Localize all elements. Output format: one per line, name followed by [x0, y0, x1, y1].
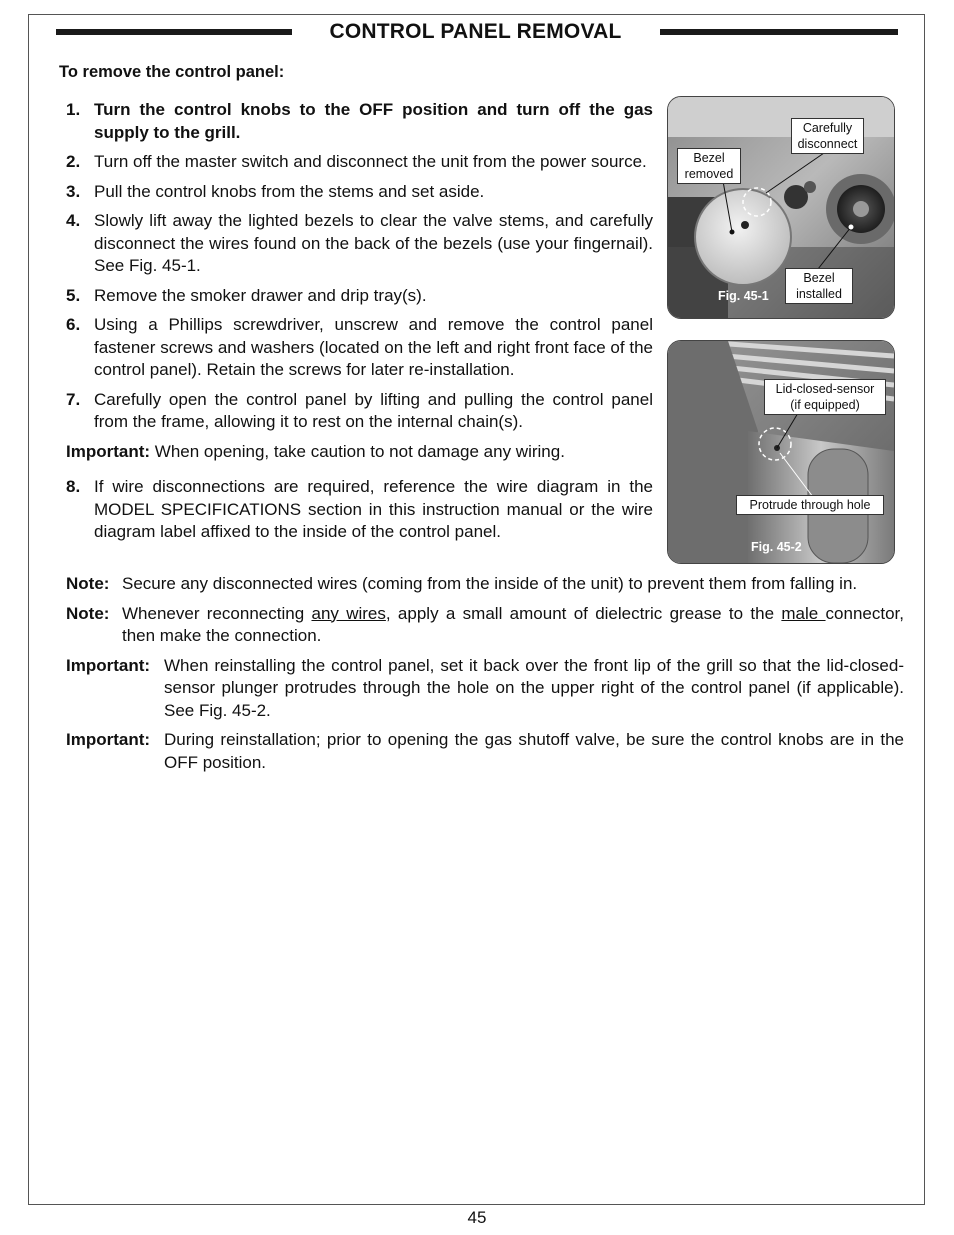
note-1 — [66, 573, 904, 596]
step-number: 2. — [66, 152, 81, 171]
intro-text: To remove the control panel: — [59, 63, 285, 81]
step-5 — [66, 285, 653, 308]
step-text: If wire disconnections are required, reference the wire diagram in the MODEL SPECIFICATIONS section in this instruction manual or the wire diagram label affixed to the inside of the control panel. — [94, 477, 653, 541]
important-1 — [66, 655, 904, 723]
step-text: Turn off the master switch and disconnect the unit from the power source. — [94, 152, 647, 171]
step-text: Turn the control knobs to the OFF position and turn off the gas supply to the grill. — [94, 100, 653, 142]
step-number: 4. — [66, 211, 81, 230]
title-rule-right — [660, 29, 898, 35]
callout-carefully-disconnect: Carefully disconnect — [791, 118, 864, 154]
step-number: 6. — [66, 315, 81, 334]
callout-bezel-installed: Bezel installed — [785, 268, 853, 304]
note-text: Secure any disconnected wires (coming from the inside of the unit) to prevent them from falling in. — [122, 574, 858, 593]
page-number: 45 — [467, 1208, 487, 1227]
figure-45-1 — [667, 96, 895, 319]
important-text: When opening, take caution to not damage any wiring. — [154, 441, 565, 461]
important-label: Important: — [66, 730, 151, 749]
step-number: 8. — [66, 477, 81, 496]
important-inline — [66, 441, 653, 464]
page-title: CONTROL PANEL REMOVAL — [329, 20, 622, 43]
important-label: Important: — [66, 655, 151, 675]
steps-list — [66, 99, 653, 551]
step-text: Remove the smoker drawer and drip tray(s). — [94, 285, 427, 305]
step-text: Carefully open the control panel by lifting and pulling the control panel from the frame, allowing it to rest on the internal chain(s). — [94, 389, 653, 431]
step-8 — [66, 476, 653, 544]
important-label: Important: — [66, 441, 151, 461]
notes-section — [66, 573, 904, 781]
step-number: 1. — [66, 100, 81, 119]
important-text: When reinstalling the control panel, set it back over the front lip of the grill so that the lid-closed-sensor plunger protrudes through the hole on the upper right of the control panel (if applicable). See Fig. 45-2. — [164, 655, 904, 720]
step-text: Pull the control knobs from the stems and set aside. — [94, 181, 485, 201]
step-3 — [66, 181, 653, 204]
figure-45-2 — [667, 340, 895, 564]
important-2 — [66, 729, 904, 774]
step-6 — [66, 314, 653, 382]
step-7 — [66, 389, 653, 434]
important-text: During reinstallation; prior to opening the gas shutoff valve, be sure the control knobs are in the OFF position. — [164, 730, 904, 772]
note-label: Note: — [66, 603, 110, 623]
lid-sensor-photo-illustration — [668, 341, 894, 563]
step-1 — [66, 99, 653, 144]
figure-caption: Fig. 45-2 — [751, 540, 802, 554]
callout-lid-closed-sensor: Lid-closed-sensor (if equipped) — [764, 379, 886, 415]
step-text: Using a Phillips screwdriver, unscrew and remove the control panel fastener screws and washers (located on the left and right front face of the control panel). Retain the screws for later re-installation. — [94, 315, 653, 379]
note-text: Whenever reconnecting any wires, apply a small amount of dielectric grease to the male connector, then make the connection. — [122, 603, 904, 645]
step-2 — [66, 151, 653, 174]
note-2 — [66, 603, 904, 648]
step-number: 5. — [66, 285, 81, 305]
note-label: Note: — [66, 574, 110, 593]
title-rule-left — [56, 29, 292, 35]
step-number: 7. — [66, 389, 81, 409]
step-text: Slowly lift away the lighted bezels to clear the valve stems, and carefully disconnect the wires found on the back of the bezels (use your fingernail). See Fig. 45-1. — [94, 211, 653, 275]
step-number: 3. — [66, 181, 81, 201]
figure-caption: Fig. 45-1 — [718, 289, 769, 303]
callout-bezel-removed: Bezel removed — [677, 148, 741, 184]
callout-protrude-through-hole: Protrude through hole — [736, 495, 884, 515]
step-4 — [66, 210, 653, 278]
